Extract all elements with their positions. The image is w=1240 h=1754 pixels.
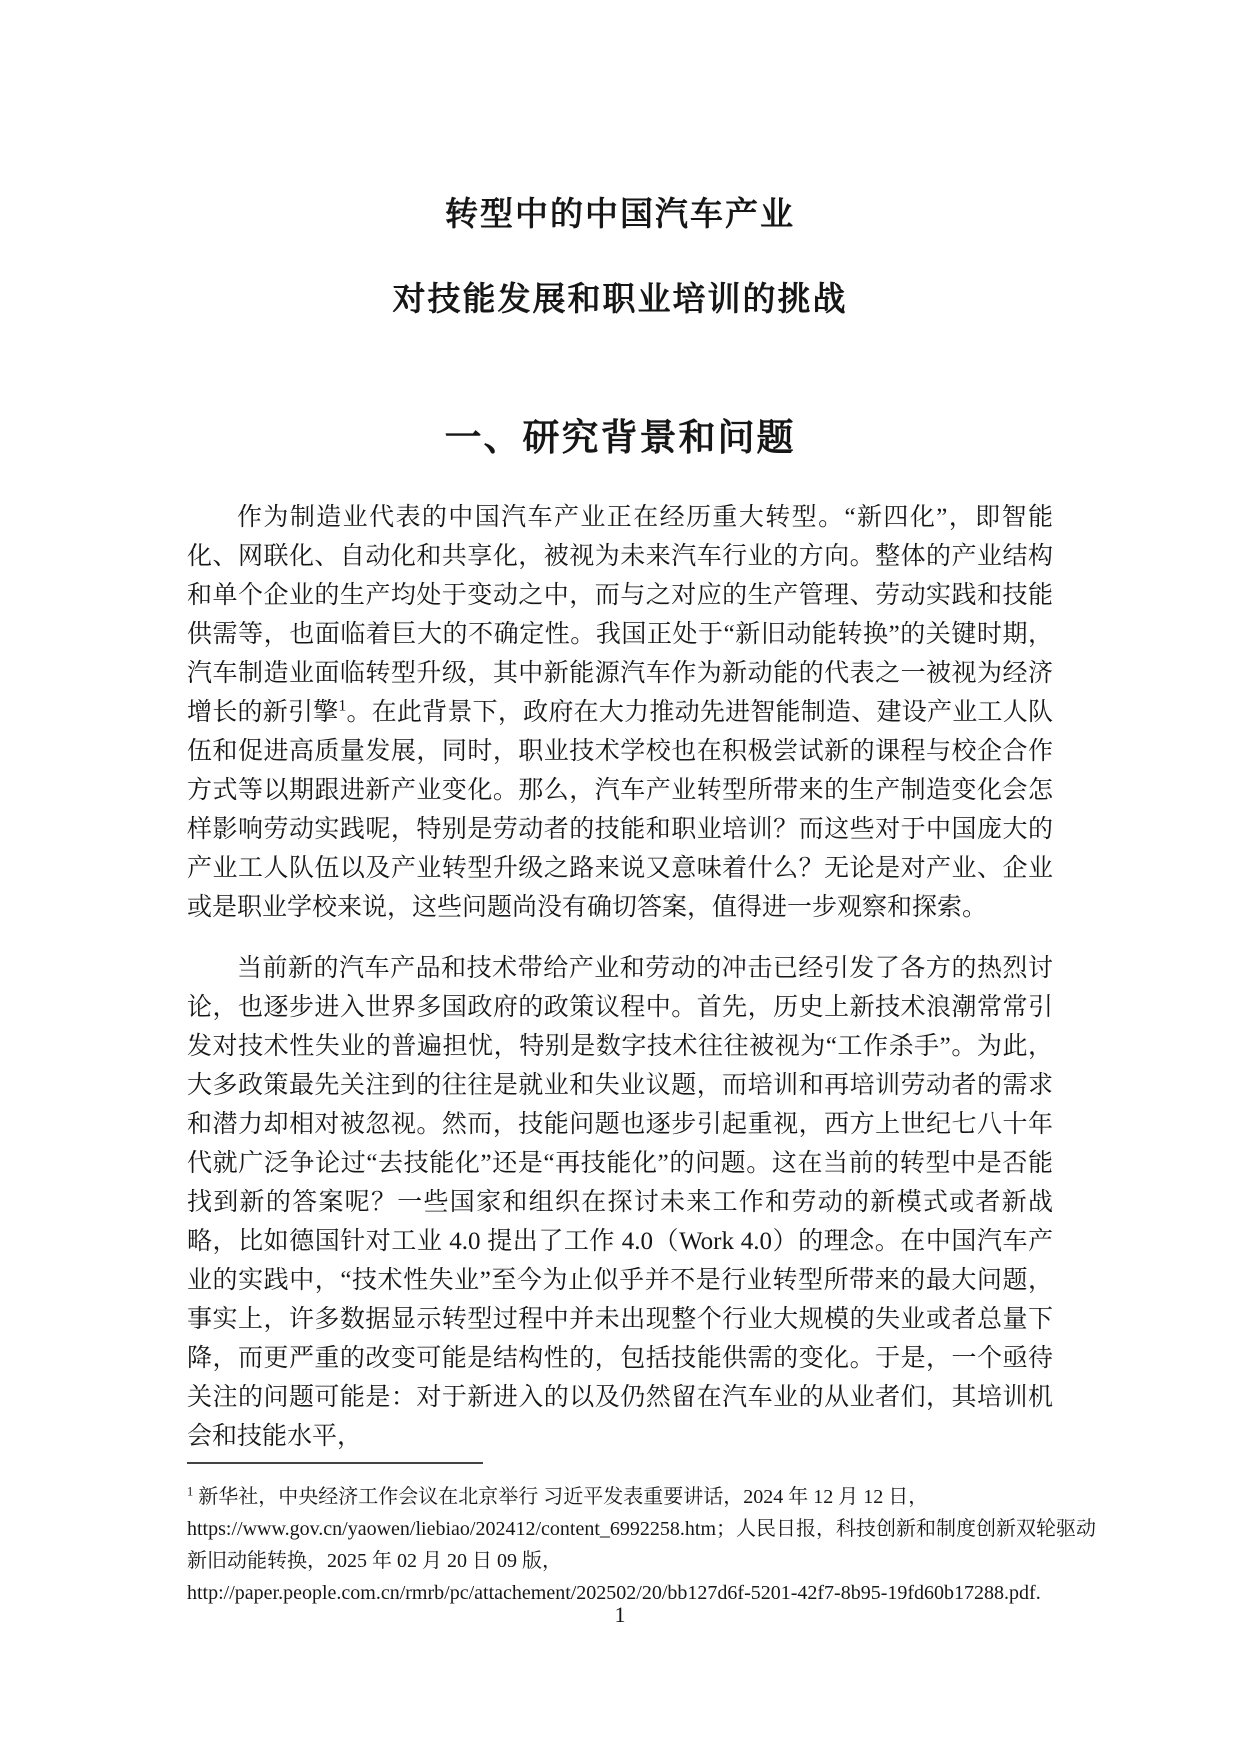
paragraph-2: 当前新的汽车产品和技术带给产业和劳动的冲击已经引发了各方的热烈讨论，也逐步进入世界多国政府的政策议程中。首先，历史上新技术浪潮常常引发对技术性失业的普遍担忧，特别是数字技术往往被视为“工作杀手”。为此，大多政策最先关注到的往往是就业和失业议题，而培训和再培训劳动者的需求和潜力却相对被忽视。然而，技能问题也逐步引起重视，西方上世纪七八十年代就广泛争论过“去技能化”还是“再技能化”的问题。这在当前的转型中是否能找到新的答案呢？一些国家和组织在探讨未来工作和劳动的新模式或者新战略，比如德国针对工业 4.0 提出了工作 4.0（Work 4.0）的理念。在中国汽车产业的实践中，“技术性失业”至今为止似乎并不是行业转型所带来的最大问题，事实上，许多数据显示转型过程中并未出现整个行业大规模的失业或者总量下降，而更严重的改变可能是结构性的，包括技能供需的变化。于是，一个亟待关注的问题可能是：对于新进入的以及仍然留在汽车业的从业者们，其培训机会和技能水平， bbox=[187, 955, 1053, 1450]
footnote-reference-superscript: 1 bbox=[338, 697, 347, 715]
paragraph-1-text-before-ref: 作为制造业代表的中国汽车产业正在经历重大转型。“新四化”，即智能化、网联化、自动化和共享化，被视为未来汽车行业的方向。整体的产业结构和单个企业的生产均处于变动之中，而与之对应的生产管理、劳动实践和技能供需等，也面临着巨大的不确定性。我国正处于“新旧动能转换”的关键时期，汽车制造业面临转型升级，其中新能源汽车作为新动能的代表之一被视为经济增长的新引擎 bbox=[187, 504, 1053, 726]
footnote-line-3: 新旧动能转换，2025 年 02 月 20 日 09 版， bbox=[187, 1550, 562, 1572]
paragraph-1-text-after-ref: 。在此背景下，政府在大力推动先进智能制造、建设产业工人队伍和促进高质量发展，同时，职业技术学校也在积极尝试新的课程与校企合作方式等以期跟进新产业变化。那么，汽车产业转型所带来的生产制造变化会怎样影响劳动实践呢，特别是劳动者的技能和职业培训？而这些对于中国庞大的产业工人队伍以及产业转型升级之路来说又意味着什么？无论是对产业、企业或是职业学校来说，这些问题尚没有确切答案，值得进一步观察和探索。 bbox=[187, 699, 1053, 921]
footnote-line-2: https://www.gov.cn/yaowen/liebiao/202412/content_6992258.htm；人民日报，科技创新和制度创新双轮驱动 bbox=[187, 1518, 1097, 1540]
footnote-separator bbox=[187, 1462, 483, 1464]
footnote-line-1-text: 新华社，中央经济工作会议在北京举行 习近平发表重要讲话，2024 年 12 月 12 日， bbox=[198, 1486, 929, 1508]
section-heading: 一、研究背景和问题 bbox=[444, 418, 796, 459]
page-number: 1 bbox=[614, 1602, 626, 1627]
footnote-line-1 bbox=[187, 1481, 1077, 1513]
footnote-marker-superscript: 1 bbox=[187, 1484, 194, 1499]
body-text bbox=[187, 498, 1053, 1456]
footnote-line-4: http://paper.people.com.cn/rmrb/pc/attachement/202502/20/bb127d6f-5201-42f7-8b95-19fd60b17288.pdf. bbox=[187, 1582, 1041, 1604]
doc-title-line-2: 对技能发展和职业培训的挑战 bbox=[392, 282, 848, 318]
doc-title-line-1: 转型中的中国汽车产业 bbox=[445, 197, 795, 233]
paragraph-1 bbox=[187, 498, 1053, 927]
footnote bbox=[187, 1462, 1097, 1609]
